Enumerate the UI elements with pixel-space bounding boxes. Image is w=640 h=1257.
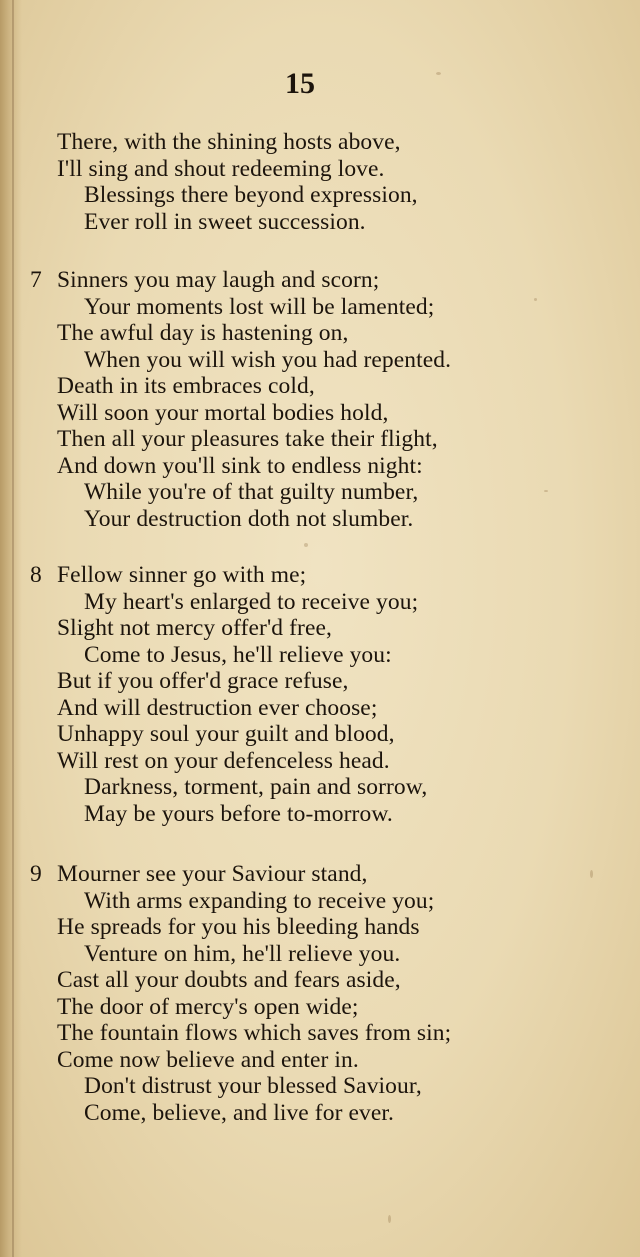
verse-line: Will rest on your defenceless head. — [57, 747, 390, 774]
verse-line: Slight not mercy offer'd free, — [57, 615, 333, 641]
verse-line: He spreads for you his bleeding hands — [57, 914, 420, 940]
verse-line: Death in its embraces cold, — [57, 373, 315, 399]
verse-line: Your destruction doth not slumber. — [84, 505, 414, 532]
paper-spot — [544, 490, 548, 492]
verse-line: Don't distrust your blessed Saviour, — [84, 1073, 422, 1099]
paper-spot — [388, 1215, 391, 1223]
verse-line: My heart's enlarged to receive you; — [84, 588, 419, 615]
verse-line: With arms expanding to receive you; — [84, 887, 435, 914]
page-binding-edge — [0, 0, 22, 1257]
verse-line: Fellow sinner go with me; — [57, 562, 307, 588]
page-number: 15 — [285, 67, 315, 100]
verse-line: Unhappy soul your guilt and blood, — [57, 721, 395, 747]
verse-line: While you're of that guilty number, — [84, 479, 419, 505]
verse-line: The fountain flows which saves from sin; — [57, 1020, 452, 1046]
verse-line: But if you offer'd grace refuse, — [57, 668, 349, 694]
verse-line: I'll sing and shout redeeming love. — [57, 155, 385, 182]
verse-line: Venture on him, he'll relieve you. — [84, 940, 401, 967]
paper-spot — [590, 870, 593, 878]
verse-line: Sinners you may laugh and scorn; — [57, 267, 380, 293]
verse-line: Darkness, torment, pain and sorrow, — [84, 774, 428, 800]
verse-line: And will destruction ever choose; — [57, 694, 378, 721]
verse-line: There, with the shining hosts above, — [57, 129, 401, 155]
verse-line: And down you'll sink to endless night: — [57, 452, 423, 479]
paper-spot — [534, 298, 537, 301]
verse-line: Mourner see your Saviour stand, — [57, 861, 368, 887]
verse-line: May be yours before to-morrow. — [84, 800, 393, 827]
verse-line: Your moments lost will be lamented; — [84, 293, 435, 320]
verse-line: When you will wish you had repented. — [84, 346, 452, 373]
stanza-number: 9 — [30, 861, 42, 887]
binding-crease — [12, 0, 14, 1257]
stanza-number: 7 — [30, 267, 42, 293]
verse-line: The awful day is hastening on, — [57, 320, 349, 346]
verse-line: Then all your pleasures take their flight, — [57, 426, 438, 452]
verse-line: The door of mercy's open wide; — [57, 993, 359, 1020]
verse-line: Come, believe, and live for ever. — [84, 1099, 394, 1126]
paper-spot — [304, 543, 308, 547]
verse-line: Come now believe and enter in. — [57, 1046, 359, 1073]
verse-line: Come to Jesus, he'll relieve you: — [84, 641, 392, 668]
verse-line: Ever roll in sweet succession. — [84, 208, 366, 235]
verse-line: Will soon your mortal bodies hold, — [57, 399, 389, 426]
stanza-number: 8 — [30, 562, 42, 588]
verse-line: Blessings there beyond expression, — [84, 182, 418, 208]
verse-line: Cast all your doubts and fears aside, — [57, 967, 401, 993]
